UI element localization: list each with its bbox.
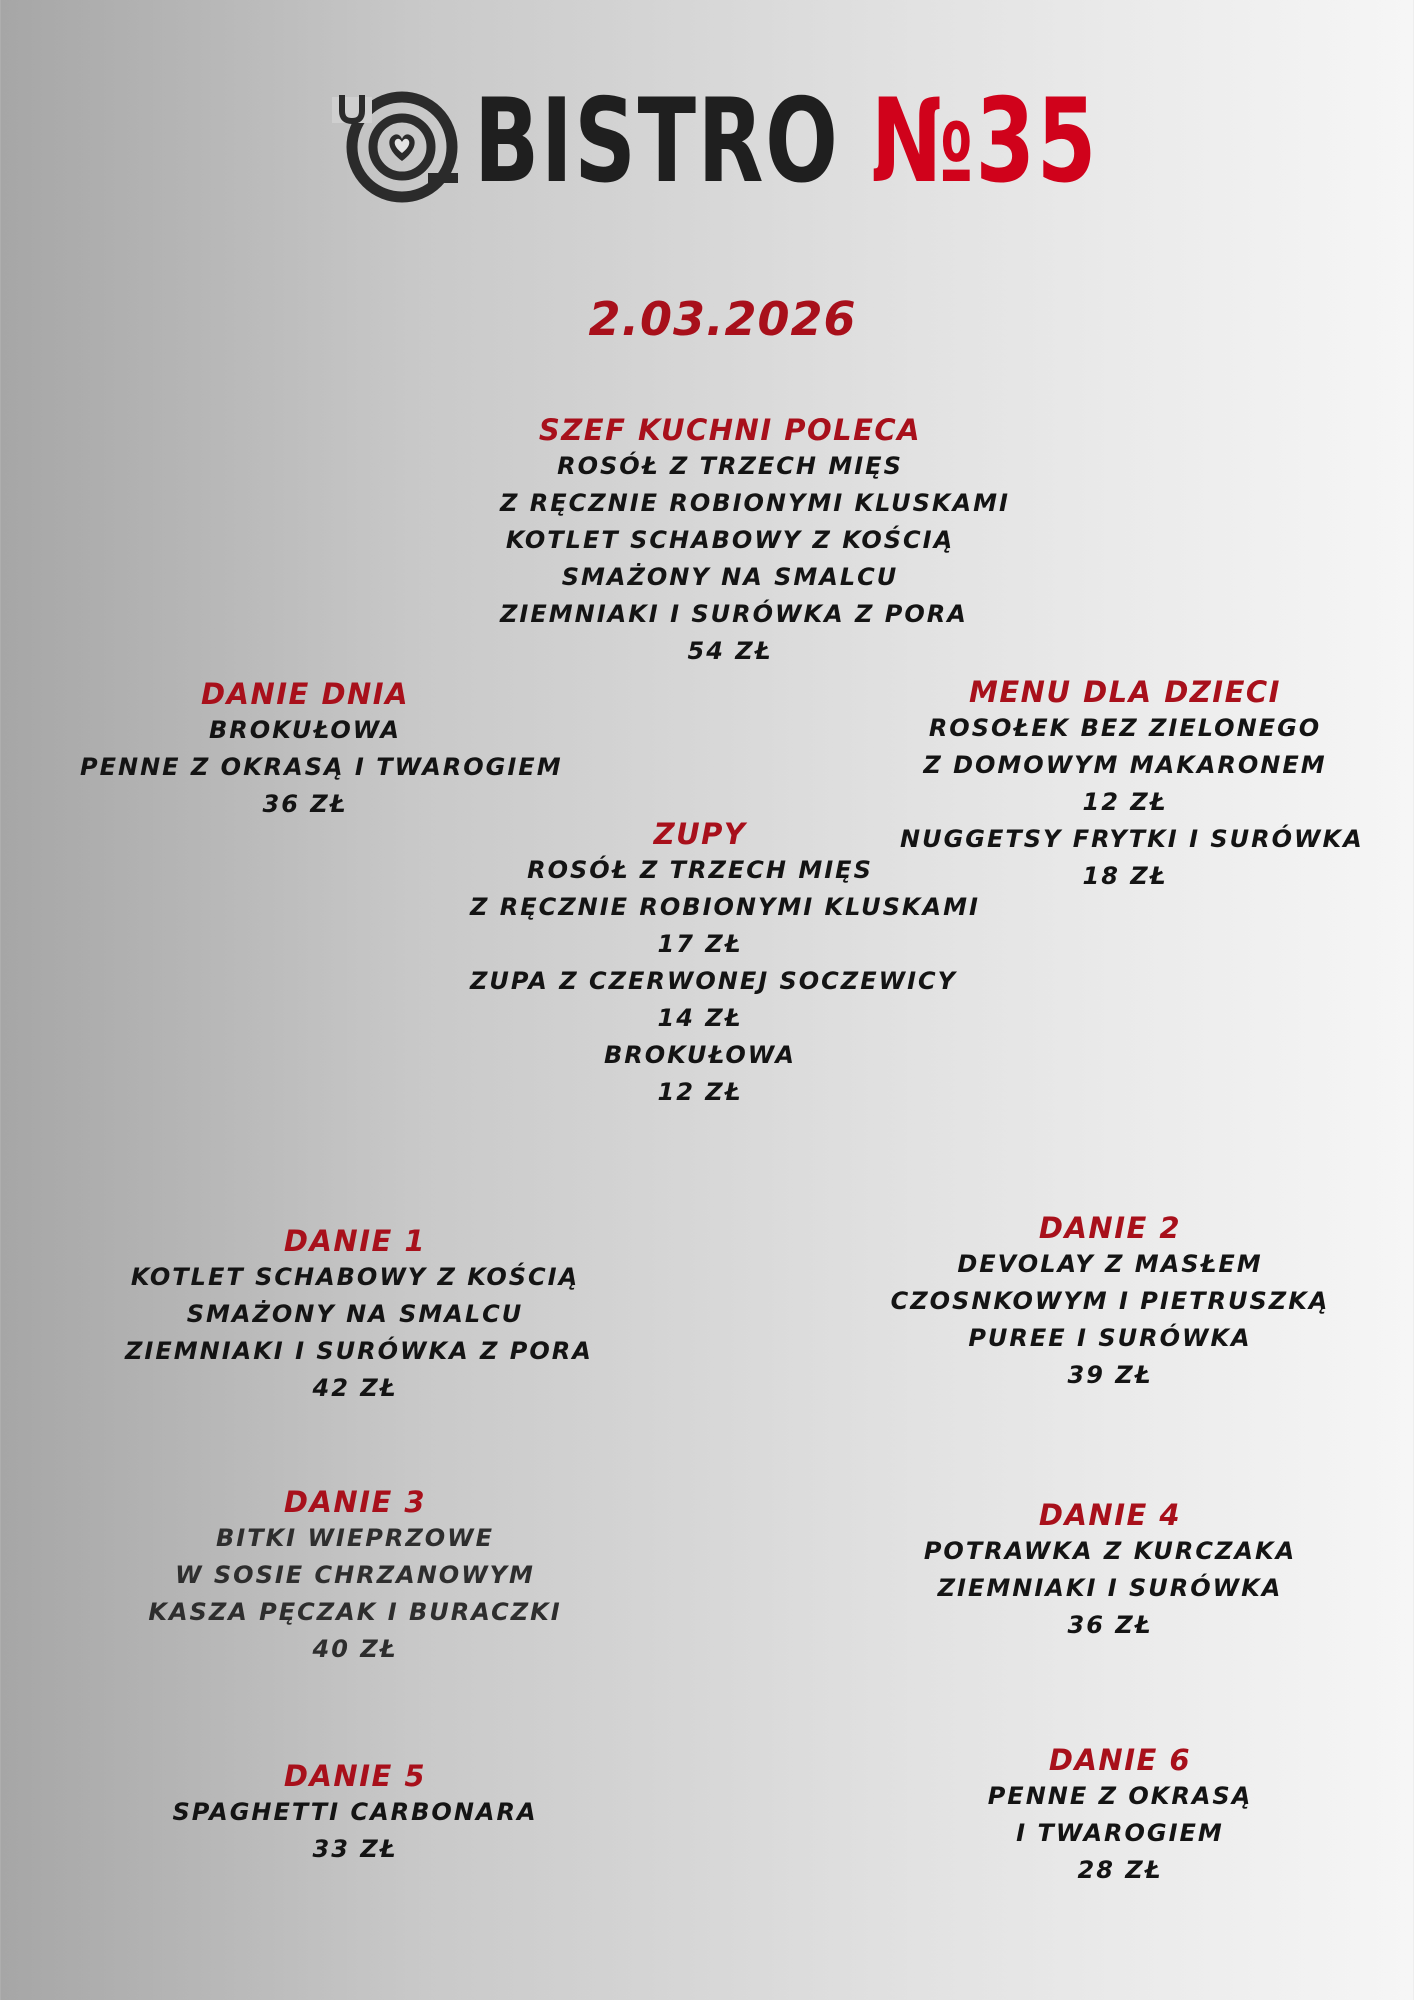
brand-name [474,74,1098,209]
menu-item-line: KOTLET SCHABOWY Z KOŚCIĄ [505,526,955,555]
section-heading: DANIE 4 [1038,1498,1182,1532]
dish-4-section [880,1497,1340,1644]
menu-item-line: Z RĘCZNIE ROBIONYMI KLUSKAMI [500,489,1010,518]
menu-item-line: ROSOŁEK BEZ ZIELONEGO [928,714,1322,743]
price: 42 ZŁ [312,1374,398,1403]
price: 54 ZŁ [687,637,773,666]
section-heading: DANIE 2 [1038,1211,1182,1245]
chef-recommends-section [500,412,1010,670]
menu-item-line: ZIEMNIAKI I SURÓWKA [937,1574,1283,1603]
section-heading: DANIE 6 [1048,1743,1192,1777]
price: 33 ZŁ [312,1835,398,1864]
price: 12 ZŁ [1082,788,1168,817]
kids-menu-section [900,674,1364,895]
section-heading: DANIE 5 [283,1759,427,1793]
menu-item-line: NUGGETSY FRYTKI I SURÓWKA [900,825,1364,854]
section-heading: DANIE 3 [283,1485,427,1519]
menu-item-line: PENNE Z OKRASĄ I TWAROGIEM [80,753,563,782]
menu-item-line: PUREE I SURÓWKA [968,1324,1252,1353]
brand-name-dark: BISTRO [474,74,871,209]
dish-6-section [890,1742,1350,1889]
menu-item-line: DEVOLAY Z MASŁEM [957,1250,1263,1279]
section-heading: DANIE 1 [283,1224,427,1258]
price: 28 ZŁ [1077,1856,1163,1885]
price: 40 ZŁ [312,1635,398,1664]
menu-item-line: SMAŻONY NA SMALCU [561,563,899,592]
menu-item-line: KASZA PĘCZAK I BURACZKI [148,1598,562,1627]
soups-section [470,816,980,1111]
brand-logo [330,72,1098,212]
menu-item-line: ZIEMNIAKI I SURÓWKA Z PORA [125,1337,593,1366]
brand-name-red: №35 [870,74,1098,209]
menu-item-line: BROKUŁOWA [209,716,401,745]
dish-5-section [125,1758,585,1868]
dish-2-section [880,1210,1340,1394]
daily-dish-section [80,676,563,823]
price: 14 ZŁ [657,1004,743,1033]
menu-item-line: Z DOMOWYM MAKARONEM [923,751,1327,780]
menu-item-line: I TWAROGIEM [1016,1819,1224,1848]
menu-item-line: ROSÓŁ Z TRZECH MIĘS [527,856,873,885]
section-heading: DANIE DNIA [200,677,410,711]
menu-item-line: SMAŻONY NA SMALCU [186,1300,524,1329]
menu-item-line: ZUPA Z CZERWONEJ SOCZEWICY [470,967,957,996]
section-heading: SZEF KUCHNI POLECA [538,413,922,447]
menu-item-line: POTRAWKA Z KURCZAKA [923,1537,1297,1566]
price: 36 ZŁ [262,790,348,819]
menu-item-line: SPAGHETTI CARBONARA [172,1798,538,1827]
price: 18 ZŁ [1082,862,1168,891]
menu-item-line: ZIEMNIAKI I SURÓWKA Z PORA [500,600,968,629]
price: 36 ZŁ [1067,1611,1153,1640]
price: 12 ZŁ [657,1078,743,1107]
menu-item-line: Z RĘCZNIE ROBIONYMI KLUSKAMI [470,893,980,922]
section-heading: ZUPY [653,817,747,851]
menu-item-line: W SOSIE CHRZANOWYM [175,1561,535,1590]
dish-3-section [125,1484,585,1668]
menu-item-line: ROSÓŁ Z TRZECH MIĘS [557,452,903,481]
heart-target-logo-icon [330,77,460,207]
price: 17 ZŁ [657,930,743,959]
dish-1-section [125,1223,593,1407]
menu-item-line: BROKUŁOWA [604,1041,796,1070]
section-heading: MENU DLA DZIECI [969,675,1281,709]
price: 39 ZŁ [1067,1361,1153,1390]
menu-item-line: PENNE Z OKRASĄ [987,1782,1253,1811]
menu-item-line: BITKI WIEPRZOWE [215,1524,494,1553]
menu-item-line: CZOSNKOWYM I PIETRUSZKĄ [890,1287,1330,1316]
menu-date: 2.03.2026 [588,292,857,346]
menu-item-line: KOTLET SCHABOWY Z KOŚCIĄ [130,1263,580,1292]
